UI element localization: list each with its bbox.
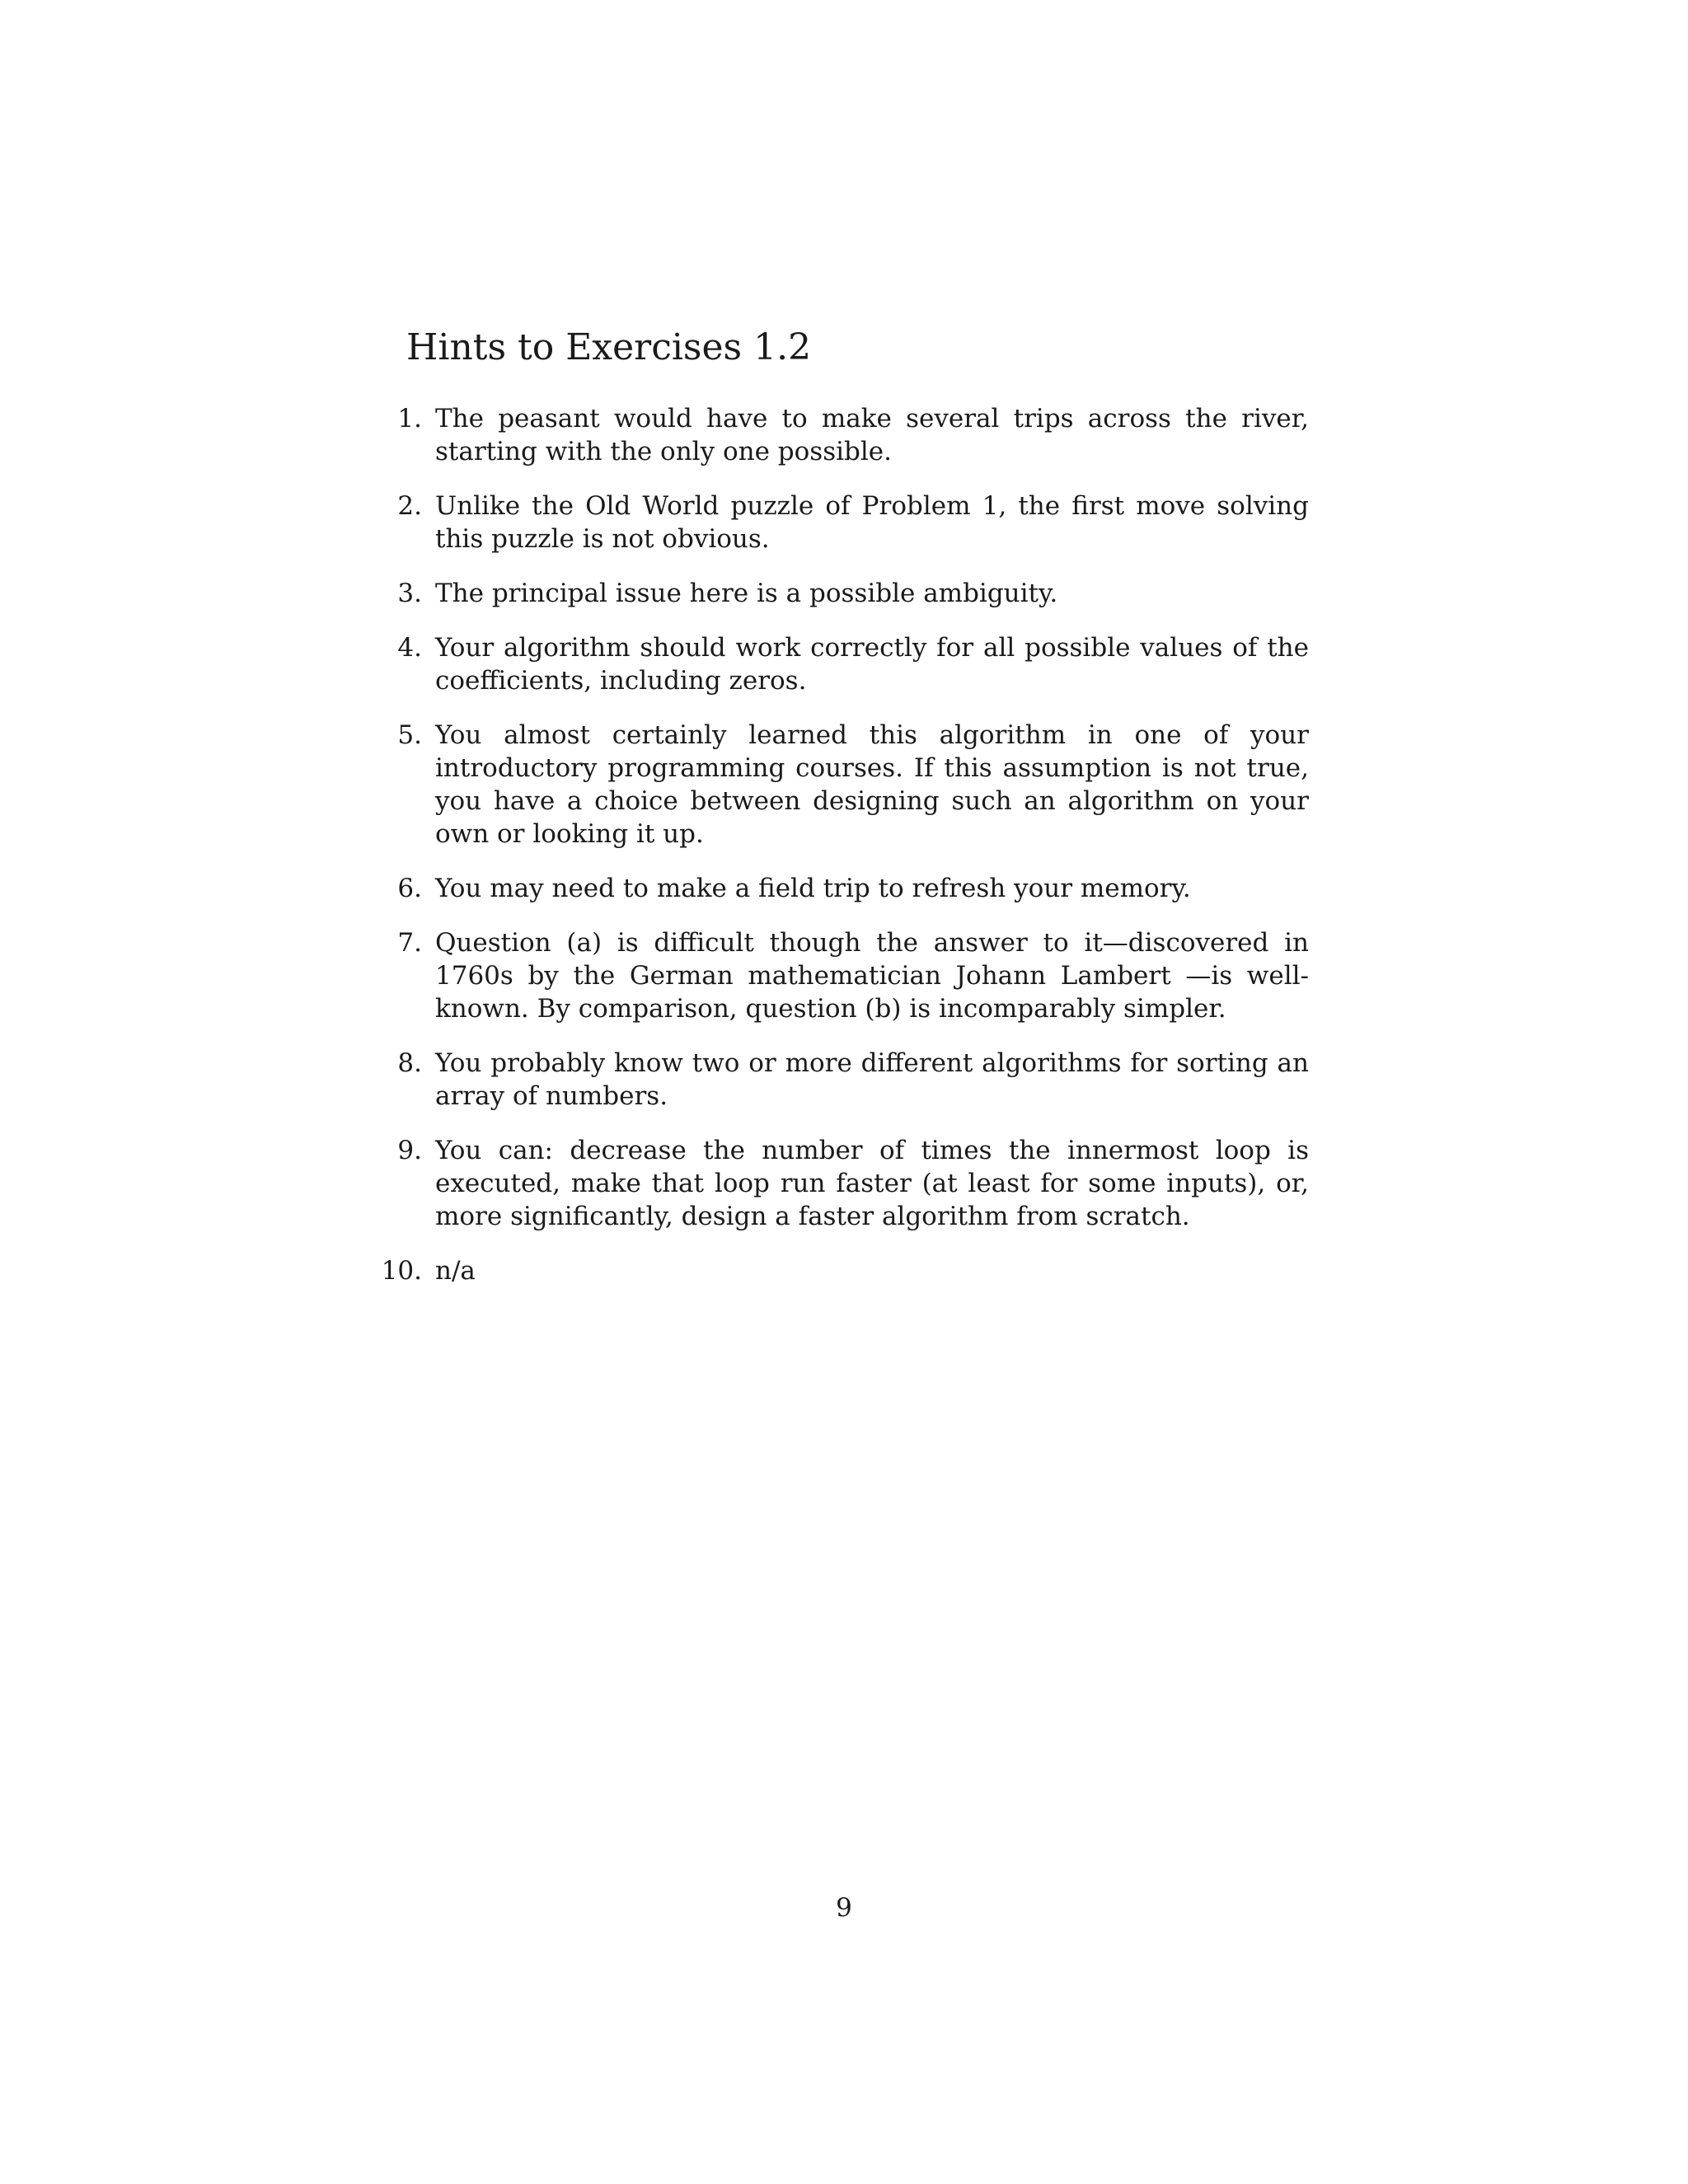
page-number: 9 [836,1893,852,1923]
hints-list [379,402,1309,1309]
hint-number: 8. [397,1048,422,1078]
hint-number: 2. [397,491,422,521]
hint-text: The peasant would have to make several trips across the river, starting with the only one possible. [435,404,1309,466]
hint-item-6 [379,872,1309,905]
hint-item-10 [379,1254,1309,1287]
hint-number: 3. [397,579,422,608]
hint-item-7 [379,926,1309,1025]
hint-item-1 [379,402,1309,468]
hint-number: 5. [397,720,422,750]
page-title: Hints to Exercises 1.2 [406,326,812,368]
hint-item-3 [379,577,1309,610]
hint-number: 1. [397,404,422,434]
hint-item-5 [379,719,1309,851]
hint-item-9 [379,1134,1309,1233]
hint-number: 4. [397,633,422,663]
hint-text: Question (a) is difficult though the answer to it—discovered in 1760s by the German mathematician Johann Lambert —is well-known. By comparison, question (b) is incomparably simpler. [435,928,1309,1024]
hint-text: Your algorithm should work correctly for all possible values of the coefficients, including zeros. [435,633,1309,696]
hint-text: n/a [435,1256,476,1286]
hint-text: Unlike the Old World puzzle of Problem 1, the first move solving this puzzle is not obvious. [435,491,1309,554]
hint-item-2 [379,490,1309,555]
hint-item-4 [379,631,1309,697]
hint-text: You may need to make a field trip to refresh your memory. [435,874,1191,903]
hint-text: You almost certainly learned this algorithm in one of your introductory programming courses. If this assumption is not true, you have a choice between designing such an algorithm on your own or looking it up. [435,720,1309,849]
hint-text: You can: decrease the number of times the innermost loop is executed, make that loop run faster (at least for some inputs), or, more significantly, design a faster algorithm from scratch. [435,1136,1309,1231]
hint-number: 7. [397,928,422,958]
hint-number: 9. [397,1136,422,1165]
hint-item-8 [379,1047,1309,1113]
hint-text: You probably know two or more different algorithms for sorting an array of numbers. [435,1048,1309,1111]
hint-number: 10. [381,1256,422,1286]
hint-text: The principal issue here is a possible ambiguity. [435,579,1058,608]
hint-number: 6. [397,874,422,903]
